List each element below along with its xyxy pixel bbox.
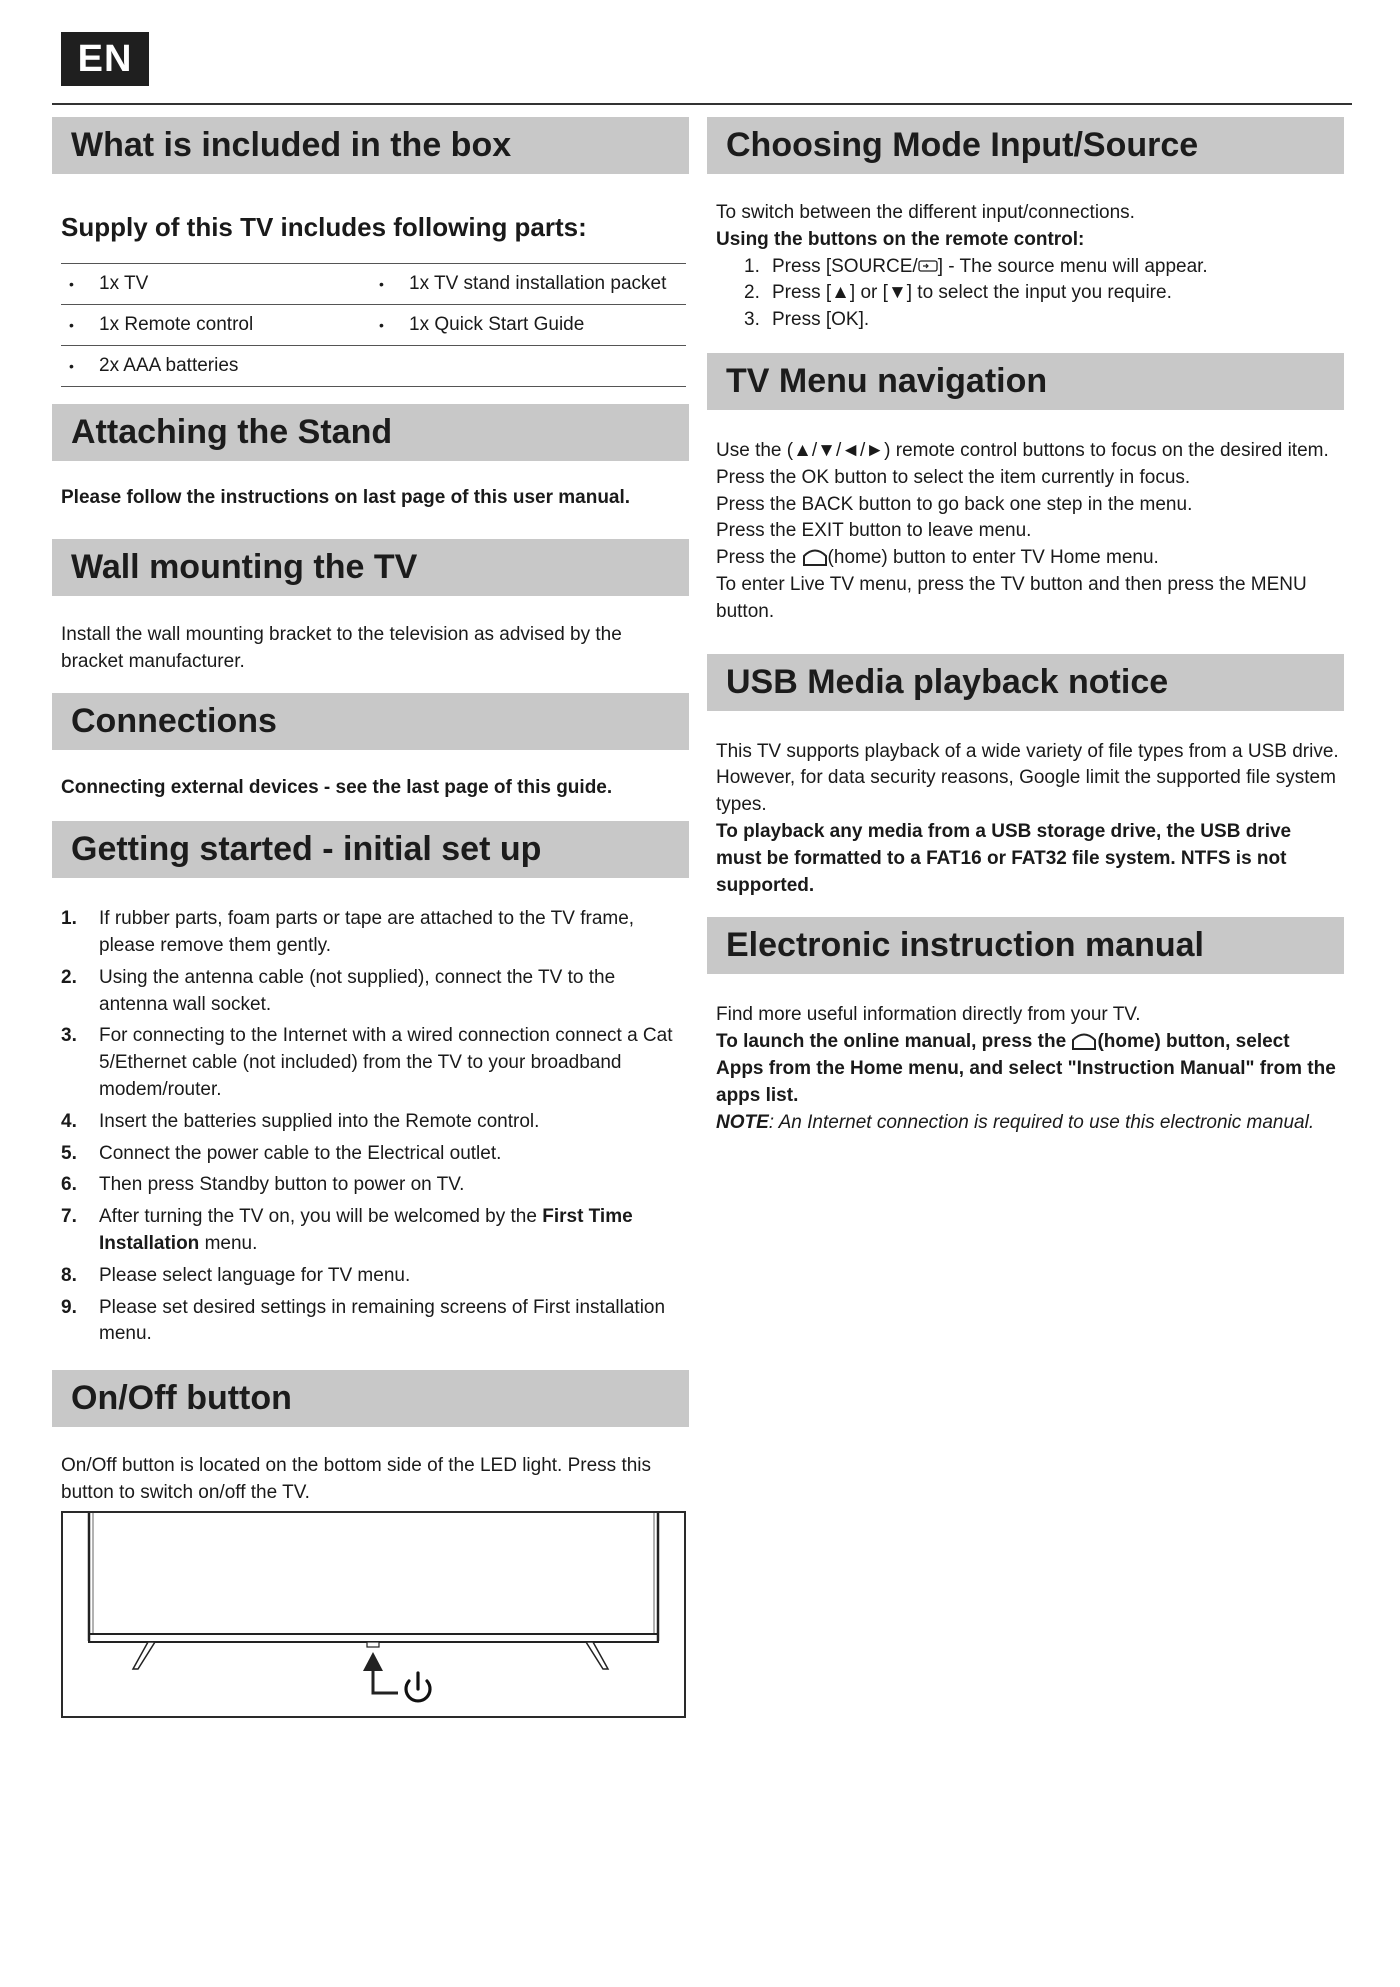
box-subheading: Supply of this TV includes following parts: [61, 212, 587, 242]
box-heading: What is included in the box [52, 117, 689, 174]
onoff-text: On/Off button is located on the bottom side of the LED light. Press this button to switch on/off the TV. [61, 1455, 652, 1503]
home-icon [1071, 1030, 1097, 1051]
usb-bold: To playback any media from a USB storage drive, the USB drive must be formatted to a FAT16 or FAT32 file system. NTFS is not supported. [716, 820, 1292, 896]
menu-line: Press the EXIT button to leave menu. [716, 520, 1032, 542]
parts-cell: • 1x TV stand installation packet [371, 264, 686, 305]
parts-row [61, 264, 686, 305]
header-divider [52, 103, 1352, 105]
wall-heading: Wall mounting the TV [52, 539, 689, 596]
manual-bold: To launch the online manual, press the (home) button, select Apps from the Home menu, and select "Instruction Manual" from the apps list. [716, 1031, 1336, 1106]
source-step: 3. Press [OK]. [744, 309, 870, 331]
setup-step: 8. Please select language for TV menu. [61, 1264, 411, 1286]
tv-illustration [61, 1511, 686, 1718]
setup-step: 9. Please set desired settings in remaining screens of First installation menu. [61, 1296, 666, 1345]
power-icon [406, 1673, 430, 1701]
manual-text: Find more useful information directly from your TV. [716, 1004, 1141, 1026]
setup-step: 3. For connecting to the Internet with a wired connection connect a Cat 5/Ethernet cable (not included) from the TV to your broadband modem/router. [61, 1025, 673, 1100]
parts-cell [371, 346, 686, 387]
source-step: 1. Press [SOURCE/ ] - The source menu will appear. [744, 255, 1208, 277]
connections-text: Connecting external devices - see the last page of this guide. [61, 777, 613, 799]
setup-step: 4. Insert the batteries supplied into the Remote control. [61, 1110, 540, 1132]
menu-heading: TV Menu navigation [707, 353, 1344, 410]
source-heading: Choosing Mode Input/Source [707, 117, 1344, 174]
setup-step: 6. Then press Standby button to power on TV. [61, 1174, 465, 1196]
home-icon [802, 546, 828, 567]
menu-line: Press the OK button to select the item currently in focus. [716, 466, 1191, 488]
parts-cell: • 1x Quick Start Guide [371, 305, 686, 346]
setup-heading: Getting started - initial set up [52, 821, 689, 878]
setup-step: 2. Using the antenna cable (not supplied), connect the TV to the antenna wall socket. [61, 966, 616, 1015]
usb-heading: USB Media playback notice [707, 654, 1344, 711]
left-column [52, 117, 689, 1718]
parts-cell: • 1x TV [61, 264, 371, 305]
usb-text: This TV supports playback of a wide variety of file types from a USB drive. However, for data security reasons, Google limit the supported file system types. [716, 740, 1339, 816]
source-step: 2. Press [▲] or [▼] to select the input you require. [744, 282, 1172, 304]
usb-section [707, 739, 1344, 900]
manual-heading: Electronic instruction manual [707, 917, 1344, 974]
onoff-heading: On/Off button [52, 1370, 689, 1427]
stand-text: Please follow the instructions on last page of this user manual. [61, 487, 631, 508]
menu-section [707, 438, 1344, 626]
source-intro: To switch between the different input/connections. [716, 202, 1135, 223]
setup-step: 5. Connect the power cable to the Electrical outlet. [61, 1142, 502, 1164]
source-bold-intro: Using the buttons on the remote control: [716, 228, 1085, 250]
right-column [707, 117, 1344, 1136]
language-badge: EN [61, 32, 149, 86]
menu-line: Use the (▲/▼/◄/►) remote control buttons to focus on the desired item. [716, 439, 1329, 461]
setup-steps [52, 906, 689, 1348]
menu-home-line: Press the (home) button to enter TV Home menu. [716, 547, 1159, 569]
arrow-up-icon [363, 1652, 383, 1671]
connections-heading: Connections [52, 693, 689, 750]
source-icon [918, 259, 938, 273]
parts-row [61, 305, 686, 346]
parts-cell: • 2x AAA batteries [61, 346, 371, 387]
setup-step: 7. After turning the TV on, you will be welcomed by the First Time Installation menu. [61, 1206, 633, 1254]
source-section [707, 200, 1344, 334]
manual-section [707, 1002, 1344, 1136]
parts-cell: • 1x Remote control [61, 305, 371, 346]
parts-table [61, 263, 686, 387]
parts-row [61, 346, 686, 387]
tv-drawing [63, 1513, 684, 1716]
manual-note: NOTE: An Internet connection is required to use this electronic manual. [716, 1111, 1315, 1133]
menu-live-line: To enter Live TV menu, press the TV button and then press the MENU button. [716, 573, 1307, 622]
wall-text: Install the wall mounting bracket to the television as advised by the bracket manufacturer. [61, 623, 622, 672]
setup-step: 1. If rubber parts, foam parts or tape are attached to the TV frame, please remove them gently. [61, 908, 635, 956]
stand-heading: Attaching the Stand [52, 404, 689, 461]
menu-line: Press the BACK button to go back one step in the menu. [716, 493, 1193, 515]
